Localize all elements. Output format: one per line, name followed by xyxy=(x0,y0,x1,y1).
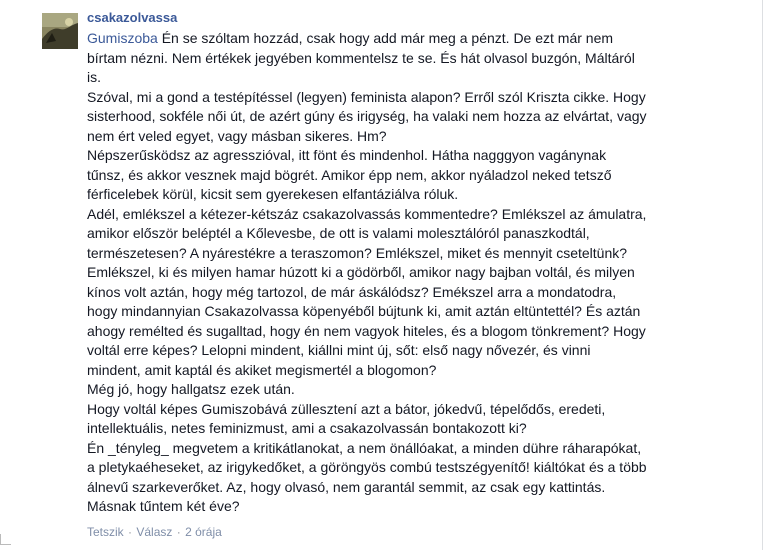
separator: · xyxy=(128,524,133,539)
comment-paragraph: Szóval, mi a gond a testépítéssel (legyen) feminista alapon? Erről szól Kriszta cikke. Hogy sisterhood, sokféle női út, de azért gúny és irigység, ha valaki nem hozza az elvártat, vagy nem ért veled egyet, vagy másban sikeres. Hm? xyxy=(87,88,647,144)
comment-paragraph: Én _tényleg_ megvetem a kritikátlanokat, a nem önállóakat, a minden dühre ráharapókat, a pletykaéheseket, az irigykedőket, a göröngyös combú testszégyenítő! kiáltókat és a több álnevű szarkeverőket. Az, hogy olvasó, nem garantál semmit, az csak egy kattintás. Másnak tűntem két éve? xyxy=(87,439,647,514)
page-divider xyxy=(762,0,763,550)
avatar[interactable] xyxy=(42,13,78,49)
separator: · xyxy=(176,524,181,539)
comment-body xyxy=(87,29,647,517)
comment-content xyxy=(87,8,647,540)
comment-paragraph: Népszerűsködsz az agresszióval, itt fönt és mindenhol. Hátha nagggyon vagánynak tűnsz, és akkor vesznek majd bögrét. Amikor épp nem, akkor nyáladzol neked tetsző férficelebek körül, kicsit sem gyerekesen elfantáziálva róluk. xyxy=(87,147,612,202)
mention-link[interactable]: Gumiszoba xyxy=(87,30,158,46)
avatar-image xyxy=(42,13,78,49)
like-link[interactable]: Tetszik xyxy=(87,524,124,539)
comment-paragraph: Még jó, hogy hallgatsz ezek után. xyxy=(87,381,295,397)
comment-author[interactable]: csakazolvassa xyxy=(87,10,178,25)
comment-paragraph: Adél, emlékszel a kétezer-kétszáz csakazolvassás kommentedre? Emlékszel az ámulatra, amikor először beléptél a Kőlevesbe, de ott is valami molesztálóról panaszkodtál, természetesen? A nyárestékre a teraszomon? Emlékszel, miket és mennyit cseteltünk? Emlékszel, ki és milyen hamar húzott ki a gödörből, amikor nagy bajban voltál, és milyen kínos volt aztán, hogy még tartozol, de már áskálódsz? Emékszel arra a mondatodra, hogy mindannyian Csakazolvassa köpenyéből bújtunk ki, amit aztán eltüntettél? És aztán ahogy remélted és sugalltad, hogy én nem vagyok hiteles, és a blogom tönkrement? Hogy voltál erre képes? Lelopni mindent, kiállni mint új, sőt: első nagy nővezér, és vinni mindent, amit kaptál és akiket megismertél a blogomon? xyxy=(87,205,647,378)
reply-link[interactable]: Válasz xyxy=(136,524,173,539)
comment-paragraph xyxy=(87,29,647,88)
comment-text: Én se szóltam hozzád, csak hogy add már meg a pénzt. De ezt már nem bírtam nézni. Nem értékek jegyében kommentelsz te se. És hát olvasol buzgón, Máltáról is. xyxy=(87,30,635,85)
comment-paragraph: Hogy voltál képes Gumiszobává züllesztení azt a bátor, jókedvű, tépelődős, eredeti, intellektuális, netes feminizmust, ami a csakazolvassán bontakozott ki? xyxy=(87,400,606,436)
comment-actions xyxy=(87,524,647,540)
timestamp-link[interactable]: 2 órája xyxy=(185,524,222,539)
corner-mark xyxy=(0,534,11,545)
